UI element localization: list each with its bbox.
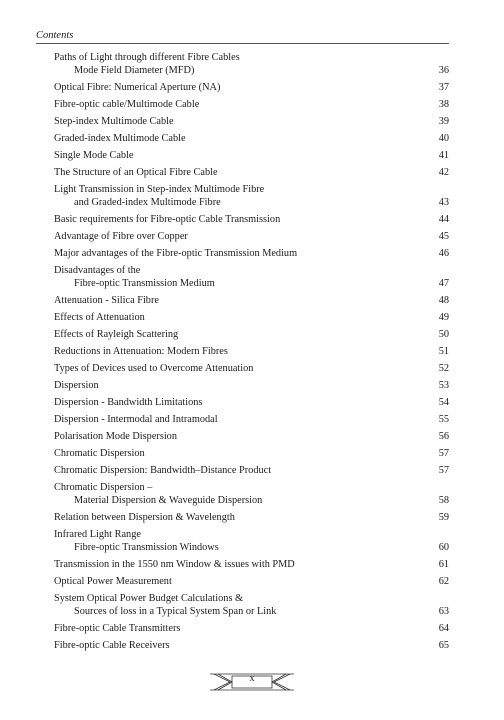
toc-entry-title-line: Step-index Multimode Cable bbox=[54, 116, 174, 127]
page-number: x bbox=[249, 673, 255, 684]
toc-entry-title-line: Chromatic Dispersion – bbox=[54, 482, 153, 493]
toc-entry-title-line: Dispersion - Intermodal and Intramodal bbox=[54, 414, 218, 425]
toc-entry-title bbox=[54, 294, 419, 307]
toc-entry-title bbox=[54, 639, 419, 652]
toc-entry-title-line: Fibre-optic Cable Transmitters bbox=[54, 623, 181, 634]
toc-entry bbox=[54, 166, 449, 179]
toc-entry-title-continuation: and Graded-index Multimode Fibre bbox=[74, 197, 221, 208]
toc-entry-page-number: 65 bbox=[438, 640, 449, 651]
toc-entry-page-number: 64 bbox=[438, 623, 449, 634]
toc-entry-page-number: 57 bbox=[438, 448, 449, 459]
toc-entry-page-number: 63 bbox=[438, 606, 449, 617]
toc-entry-page-number: 45 bbox=[438, 231, 449, 242]
toc-entry-title-continuation: Sources of loss in a Typical System Span or Link bbox=[74, 606, 277, 617]
toc-entry-page-number: 39 bbox=[438, 116, 449, 127]
toc-entry-title bbox=[54, 379, 419, 392]
toc-entry-page-number: 40 bbox=[438, 133, 449, 144]
toc-entry-page-number: 57 bbox=[438, 465, 449, 476]
toc-entry-title-line: Infrared Light Range bbox=[54, 529, 141, 540]
toc-entry-title-line: Fibre-optic cable/Multimode Cable bbox=[54, 99, 200, 110]
toc-entry-title-line: Effects of Attenuation bbox=[54, 312, 145, 323]
toc-entry-title-line: Disadvantages of the bbox=[54, 265, 141, 276]
toc-entry-title bbox=[54, 81, 419, 94]
toc-entry-title-line: Optical Fibre: Numerical Aperture (NA) bbox=[54, 82, 221, 93]
toc-entry-title-line: Paths of Light through different Fibre Cables bbox=[54, 52, 240, 63]
toc-entry bbox=[54, 247, 449, 260]
toc-entry-title bbox=[54, 247, 419, 260]
toc-entry-page-number: 44 bbox=[438, 214, 449, 225]
toc-entry-title bbox=[54, 592, 419, 618]
toc-entry-title bbox=[54, 430, 419, 443]
toc-entry bbox=[54, 311, 449, 324]
toc-entry-title bbox=[54, 264, 419, 290]
toc-entry-page-number: 62 bbox=[438, 576, 449, 587]
toc-entry bbox=[54, 528, 449, 554]
toc-entry bbox=[54, 132, 449, 145]
toc-entry-title bbox=[54, 166, 419, 179]
toc-entry-title-line: The Structure of an Optical Fibre Cable bbox=[54, 167, 218, 178]
toc-entry-page-number: 59 bbox=[438, 512, 449, 523]
toc-entry-title bbox=[54, 558, 419, 571]
toc-entry bbox=[54, 98, 449, 111]
toc-entry-title-line: Basic requirements for Fibre-optic Cable Transmission bbox=[54, 214, 281, 225]
toc-entry-page-number: 42 bbox=[438, 167, 449, 178]
toc-entry bbox=[54, 328, 449, 341]
toc-entry-title-line: Dispersion - Bandwidth Limitations bbox=[54, 397, 203, 408]
toc-entry-title-line: Dispersion bbox=[54, 380, 99, 391]
toc-entry-page-number: 51 bbox=[438, 346, 449, 357]
toc-entry-page-number: 49 bbox=[438, 312, 449, 323]
toc-entry bbox=[54, 622, 449, 635]
toc-entry-title-line: Light Transmission in Step-index Multimode Fibre bbox=[54, 184, 265, 195]
header-rule bbox=[36, 43, 449, 44]
toc-entry-title bbox=[54, 132, 419, 145]
toc-entry-title-line: Major advantages of the Fibre-optic Transmission Medium bbox=[54, 248, 298, 259]
toc-entry bbox=[54, 558, 449, 571]
toc-entry-title bbox=[54, 51, 419, 77]
toc-entry-page-number: 55 bbox=[438, 414, 449, 425]
toc-entry-title bbox=[54, 362, 419, 375]
toc-entry-title bbox=[54, 481, 419, 507]
running-header: Contents bbox=[36, 30, 74, 41]
toc-entry bbox=[54, 264, 449, 290]
page-footer bbox=[0, 671, 504, 693]
toc-entry-title-line: Chromatic Dispersion: Bandwidth–Distance Product bbox=[54, 465, 272, 476]
toc-entry-page-number: 53 bbox=[438, 380, 449, 391]
toc-entry-title-line: Advantage of Fibre over Copper bbox=[54, 231, 188, 242]
toc-entry bbox=[54, 345, 449, 358]
toc-entry-page-number: 58 bbox=[438, 495, 449, 506]
toc-entry-title-line: Reductions in Attenuation: Modern Fibres bbox=[54, 346, 228, 357]
toc-entry-title-continuation: Mode Field Diameter (MFD) bbox=[74, 65, 195, 76]
toc-entry-page-number: 46 bbox=[438, 248, 449, 259]
toc-entry-title-continuation: Fibre-optic Transmission Windows bbox=[74, 542, 219, 553]
toc-entry-title-line: Transmission in the 1550 nm Window & issues with PMD bbox=[54, 559, 295, 570]
toc-entry-page-number: 54 bbox=[438, 397, 449, 408]
toc-entry bbox=[54, 511, 449, 524]
toc-entry-title-continuation: Material Dispersion & Waveguide Dispersion bbox=[74, 495, 263, 506]
toc-entry bbox=[54, 362, 449, 375]
toc-entry-page-number: 43 bbox=[438, 197, 449, 208]
toc-entry-title-line: Polarisation Mode Dispersion bbox=[54, 431, 177, 442]
toc-entry-title-line: Chromatic Dispersion bbox=[54, 448, 145, 459]
toc-entry bbox=[54, 481, 449, 507]
toc-entry bbox=[54, 639, 449, 652]
toc-entry-title bbox=[54, 528, 419, 554]
toc-entry-page-number: 37 bbox=[438, 82, 449, 93]
toc-entry bbox=[54, 115, 449, 128]
toc-entry-title bbox=[54, 413, 419, 426]
toc-entry-page-number: 41 bbox=[438, 150, 449, 161]
toc-entry-title bbox=[54, 149, 419, 162]
toc-entry-page-number: 56 bbox=[438, 431, 449, 442]
toc-entry bbox=[54, 447, 449, 460]
toc-entry-title-line: System Optical Power Budget Calculations & bbox=[54, 593, 244, 604]
toc-entry-title-line: Fibre-optic Cable Receivers bbox=[54, 640, 170, 651]
toc-entry-title-line: Types of Devices used to Overcome Attenuation bbox=[54, 363, 254, 374]
toc-entry-title-continuation: Fibre-optic Transmission Medium bbox=[74, 278, 215, 289]
toc-entry-title-line: Attenuation - Silica Fibre bbox=[54, 295, 159, 306]
toc-entry bbox=[54, 592, 449, 618]
toc-entry-title bbox=[54, 345, 419, 358]
toc-entry-title bbox=[54, 464, 419, 477]
toc-entry bbox=[54, 379, 449, 392]
toc-entry-title bbox=[54, 183, 419, 209]
toc-entry-title-line: Graded-index Multimode Cable bbox=[54, 133, 186, 144]
toc-entry bbox=[54, 149, 449, 162]
toc-entry bbox=[54, 430, 449, 443]
toc-entry bbox=[54, 213, 449, 226]
toc-entry-title bbox=[54, 230, 419, 243]
table-of-contents bbox=[54, 51, 449, 656]
toc-entry-title bbox=[54, 396, 419, 409]
toc-entry-page-number: 48 bbox=[438, 295, 449, 306]
toc-entry-page-number: 61 bbox=[438, 559, 449, 570]
toc-entry-title bbox=[54, 622, 419, 635]
toc-entry bbox=[54, 81, 449, 94]
toc-entry-title-line: Single Mode Cable bbox=[54, 150, 134, 161]
toc-entry-title bbox=[54, 98, 419, 111]
toc-entry-title bbox=[54, 328, 419, 341]
toc-entry bbox=[54, 464, 449, 477]
toc-entry bbox=[54, 396, 449, 409]
toc-entry-page-number: 52 bbox=[438, 363, 449, 374]
toc-entry bbox=[54, 413, 449, 426]
toc-entry-title bbox=[54, 447, 419, 460]
toc-entry-title bbox=[54, 115, 419, 128]
toc-entry-title bbox=[54, 311, 419, 324]
toc-entry bbox=[54, 575, 449, 588]
toc-entry-page-number: 50 bbox=[438, 329, 449, 340]
toc-entry-page-number: 60 bbox=[438, 542, 449, 553]
toc-entry bbox=[54, 183, 449, 209]
toc-entry bbox=[54, 51, 449, 77]
toc-entry-title-line: Relation between Dispersion & Wavelength bbox=[54, 512, 235, 523]
toc-entry-title-line: Optical Power Measurement bbox=[54, 576, 172, 587]
toc-entry-title-line: Effects of Rayleigh Scattering bbox=[54, 329, 179, 340]
toc-entry-title bbox=[54, 575, 419, 588]
toc-entry-title bbox=[54, 213, 419, 226]
toc-entry-title bbox=[54, 511, 419, 524]
toc-entry-page-number: 36 bbox=[438, 65, 449, 76]
toc-entry-page-number: 38 bbox=[438, 99, 449, 110]
toc-entry bbox=[54, 294, 449, 307]
toc-entry bbox=[54, 230, 449, 243]
toc-entry-page-number: 47 bbox=[438, 278, 449, 289]
